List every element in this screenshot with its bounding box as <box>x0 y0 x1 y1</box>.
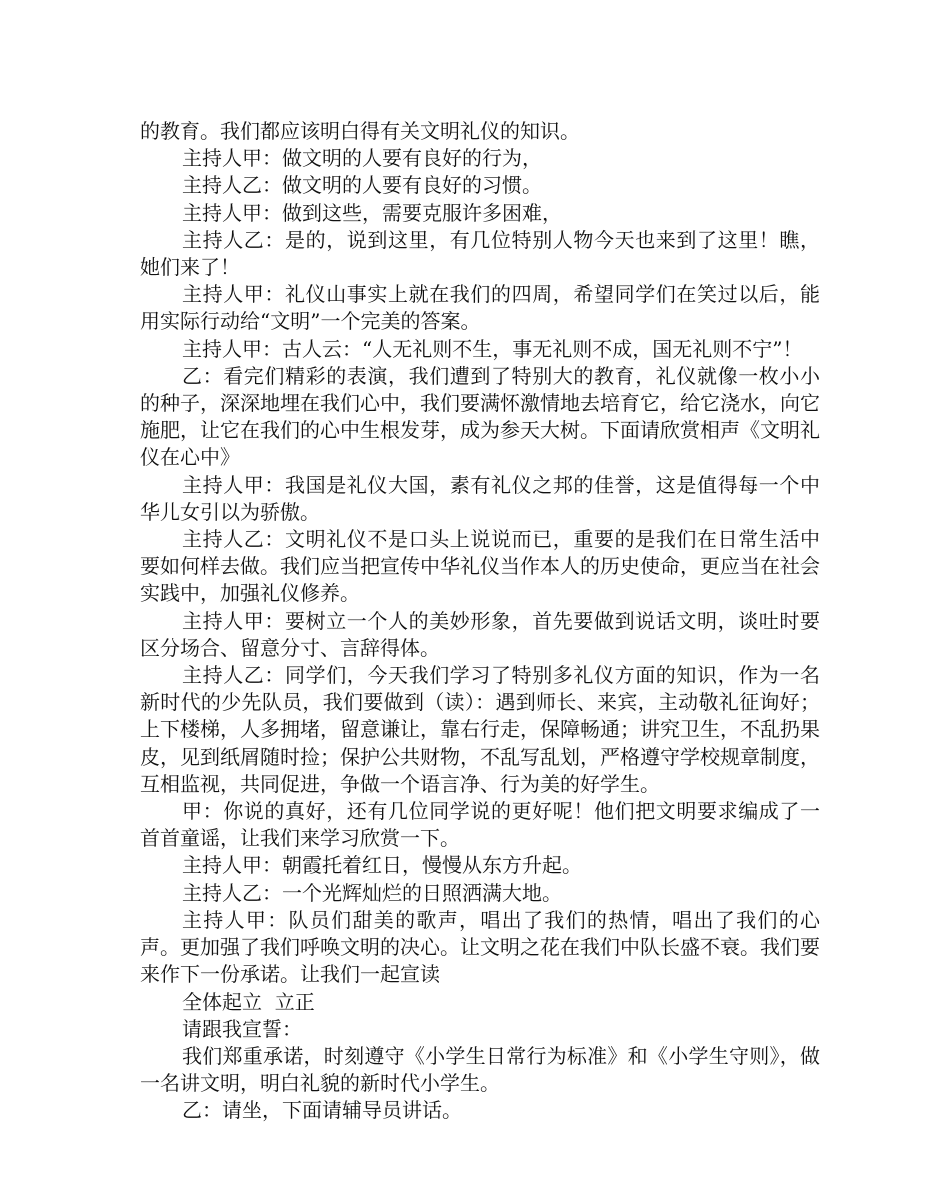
paragraph: 主持人甲：我国是礼仪大国，素有礼仪之邦的佳誉，这是值得每一个中华儿女引以为骄傲。 <box>140 472 820 524</box>
paragraph: 主持人甲：做文明的人要有良好的行为， <box>182 146 542 171</box>
paragraph: 乙：请坐，下面请辅导员讲话。 <box>182 1098 462 1123</box>
paragraph: 主持人乙：做文明的人要有良好的习惯。 <box>182 173 542 198</box>
paragraph: 主持人甲：礼仪山事实上就在我们的四周，希望同学们在笑过以后，能用实际行动给“文明”一个完美的答案。 <box>140 282 820 334</box>
paragraph-continuation: 的教育。我们都应该明白得有关文明礼仪的知识。 <box>140 119 580 143</box>
paragraph: 主持人乙：同学们，今天我们学习了特别多礼仪方面的知识，作为一名新时代的少先队员，我们要做到（读）：遇到师长、来宾，主动敬礼征询好；上下楼梯，人多拥堵，留意谦让，靠右行走，保障畅通；讲究卫生，不乱扔果皮，见到纸屑随时捡；保护公共财物，不乱写乱划，严格遵守学校规章制度，互相监视，共同促进，争做一个语言净、行为美的好学生。 <box>140 663 820 796</box>
paragraph: 主持人乙：文明礼仪不是口头上说说而已，重要的是我们在日常生活中要如何样去做。我们应当把宣传中华礼仪当作本人的历史使命，更应当在社会实践中，加强礼仪修养。 <box>140 527 820 606</box>
paragraph: 主持人乙：是的，说到这里，有几位特别人物今天也来到了这里！瞧，她们来了！ <box>140 227 820 280</box>
paragraph: 主持人甲：古人云：“人无礼则不生，事无礼则不成，国无礼则不宁”！ <box>182 336 803 361</box>
paragraph: 全体起立 立正 <box>182 989 315 1014</box>
paragraph: 请跟我宣誓： <box>182 1016 302 1041</box>
paragraph: 我们郑重承诺，时刻遵守《小学生日常行为标准》和《小学生守则》，做一名讲文明，明白礼貌的新时代小学生。 <box>140 1043 820 1096</box>
document-body <box>140 118 820 1125</box>
paragraph: 甲：你说的真好，还有几位同学说的更好呢！他们把文明要求编成了一首首童谣，让我们来学习欣赏一下。 <box>140 799 820 851</box>
paragraph: 主持人乙：一个光辉灿烂的日照洒满大地。 <box>182 880 562 905</box>
paragraph: 主持人甲：朝霞托着红日，慢慢从东方升起。 <box>182 853 582 878</box>
paragraph: 主持人甲：要树立一个人的美妙形象，首先要做到说话文明，谈吐时要区分场合、留意分寸、言辞得体。 <box>140 608 820 660</box>
paragraph: 乙：看完们精彩的表演，我们遭到了特别大的教育，礼仪就像一枚小小的种子，深深地埋在我们心中，我们要满怀激情地去培育它，给它浇水，向它施肥，让它在我们的心中生根发芽，成为参天大树。下面请欣赏相声《文明礼仪在心中》 <box>140 363 820 470</box>
paragraph: 主持人甲：队员们甜美的歌声，唱出了我们的热情，唱出了我们的心声。更加强了我们呼唤文明的决心。让文明之花在我们中队长盛不衰。我们要来作下一份承诺。让我们一起宣读 <box>140 907 820 987</box>
paragraph: 主持人甲：做到这些，需要克服许多困难， <box>182 200 562 225</box>
